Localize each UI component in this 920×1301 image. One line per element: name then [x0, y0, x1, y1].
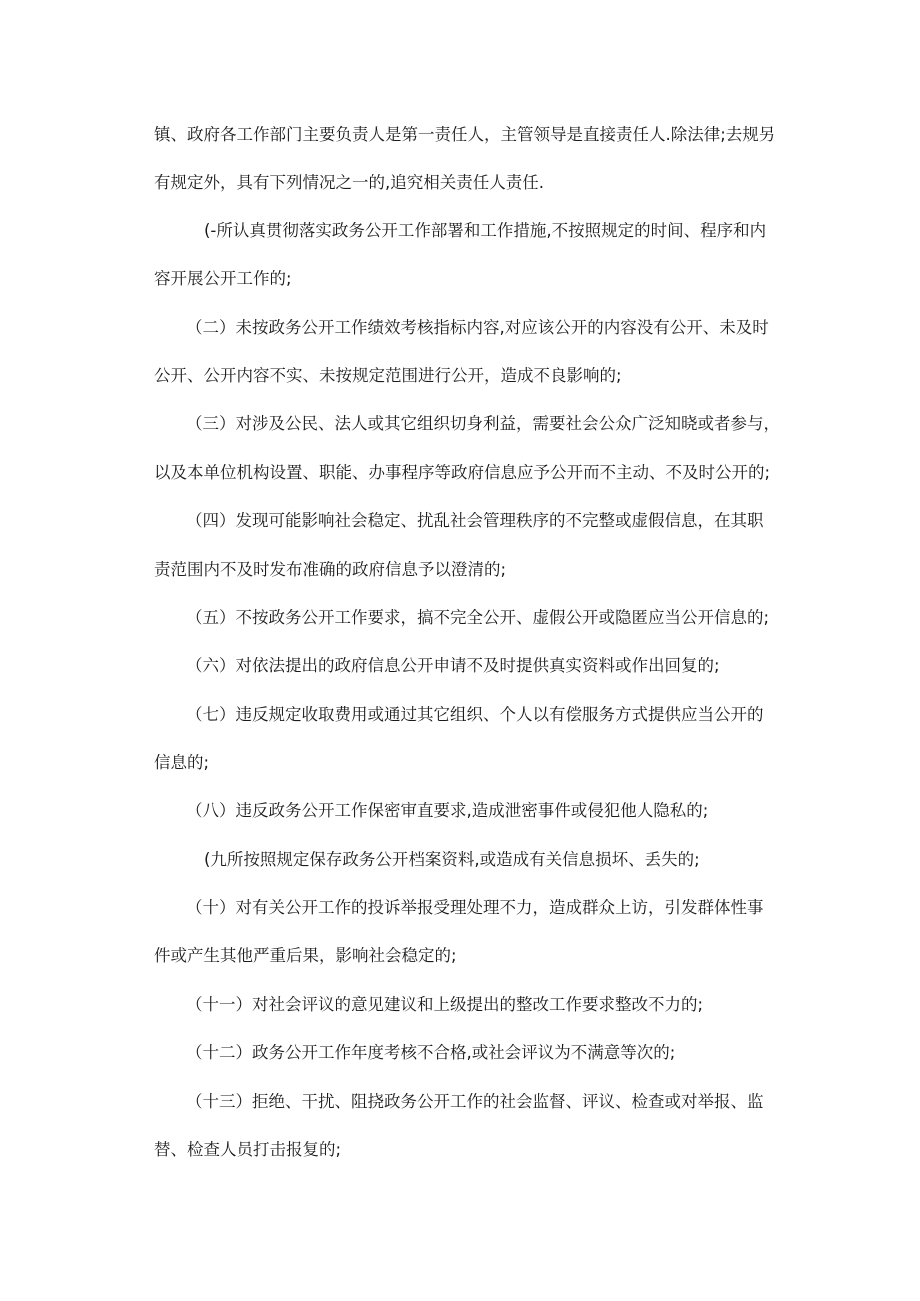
text-line-4: 容开展公开工作的;	[154, 269, 292, 288]
text-line-3: (-所认真贯彻落实政务公开工作部署和工作措施,不按照规定的时间、程序和内	[204, 221, 767, 240]
text-line-14: 信息的;	[154, 753, 210, 772]
text-line-7: （三）对涉及公民、法人或其它组织切身利益，需要社会公众广泛知晓或者参与，	[186, 414, 780, 433]
text-line-17: （十）对有关公开工作的投诉举报受理处理不力，造成群众上访，引发群体性事	[186, 898, 764, 917]
text-line-12: （六）对依法提出的政府信息公开申请不及时提供真实资料或作出回复的;	[186, 656, 720, 675]
text-line-2: 有规定外，具有下列情况之一的,追究相关责任人责任.	[154, 173, 544, 192]
text-line-10: 责范围内不及时发布准确的政府信息予以澄清的;	[154, 560, 507, 579]
text-line-1: 镇、政府各工作部门主要负责人是第一责任人，主管领导是直接责任人.除法律;去规另	[154, 125, 776, 144]
text-line-16: (九所按照规定保存政务公开档案资料,或造成有关信息损坏、丢失的;	[204, 850, 700, 869]
text-line-22: 替、检查人员打击报复的;	[154, 1140, 342, 1159]
text-line-20: （十二）政务公开工作年度考核不合格,或社会评议为不满意等次的;	[186, 1043, 676, 1062]
text-line-5: （二）未按政务公开工作绩效考核指标内容,对应该公开的内容没有公开、未及时	[186, 318, 769, 337]
text-line-18: 件或产生其他严重后果，影响社会稳定的;	[154, 946, 457, 965]
text-line-9: （四）发现可能影响社会稳定、扰乱社会管理秩序的不完整或虚假信息，在其职	[186, 511, 764, 530]
text-line-11: （五）不按政务公开工作要求，搞不完全公开、虚假公开或隐匿应当公开信息的;	[186, 608, 770, 627]
text-line-15: （八）违反政务公开工作保密审直要求,造成泄密事件或侵犯他人隐私的;	[186, 801, 709, 820]
text-line-19: （十一）对社会评议的意见建议和上级提出的整改工作要求整改不力的;	[186, 995, 704, 1014]
text-line-13: （七）违反规定收取费用或通过其它组织、个人以有偿服务方式提供应当公开的	[186, 705, 764, 724]
text-line-21: （十三）拒绝、干扰、阻挠政务公开工作的社会监督、评议、检查或对举报、监	[186, 1092, 764, 1111]
text-line-8: 以及本单位机构设置、职能、办事程序等政府信息应予公开而不主动、不及时公开的;	[154, 463, 771, 482]
text-line-6: 公开、公开内容不实、未按规定范围进行公开，造成不良影响的;	[154, 366, 622, 385]
